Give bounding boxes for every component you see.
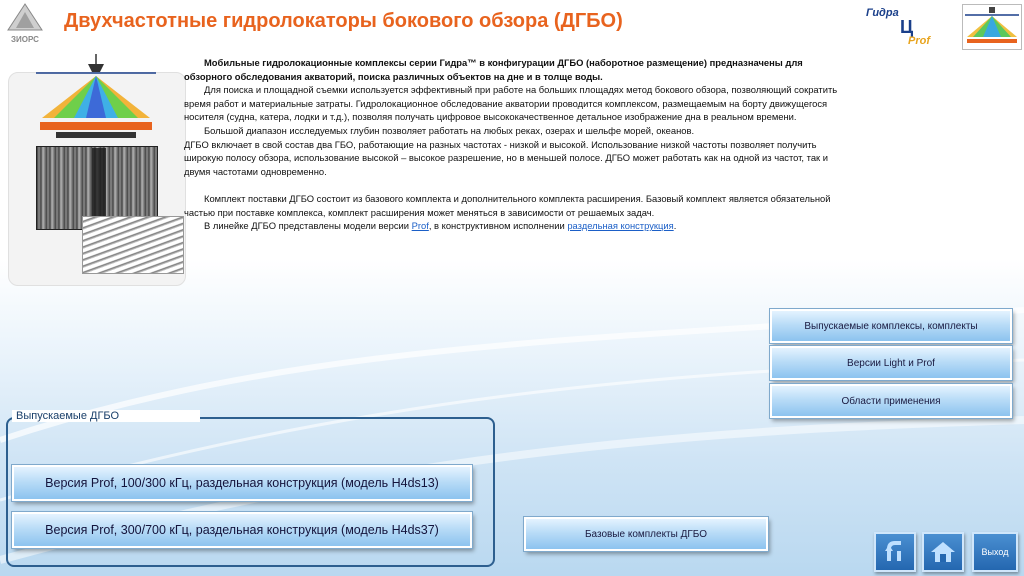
home-icon [929,539,957,565]
exit-label: Выход [981,547,1009,557]
description-text [184,56,844,233]
home-button[interactable] [922,532,964,572]
prof-version-link[interactable]: Prof [411,220,429,232]
application-areas-label: Области применения [841,395,941,407]
base-kits-button[interactable] [524,517,768,551]
svg-text:ЗИОРС: ЗИОРС [11,35,39,44]
model-h4ds13-button[interactable] [12,465,472,501]
model-h4ds37-button[interactable] [12,512,472,548]
model-h4ds37-label: Версия Prof, 300/700 кГц, раздельная конструкция (модель H4ds37) [45,523,439,537]
brand-logo-bottom: Prof [908,35,930,47]
models-end-text: . [673,220,677,232]
back-arrow-icon [882,539,908,565]
base-kits-label: Базовые комплекты ДГБО [584,528,708,540]
model-h4ds13-label: Версия Prof, 100/300 кГц, раздельная конструкция (модель H4ds13) [45,476,439,490]
light-prof-versions-button[interactable] [770,346,1012,380]
models-mid-text: , в конструктивном исполнении [428,220,565,232]
page-title: Двухчастотные гидролокаторы бокового обзора (ДГБО) [64,10,623,32]
description-paragraph-2: Для поиска и площадной съемки используется эффективный при работе на больших площадях метод бокового обзора, позволяющий сократить время работ и материальные затраты. Гидролокационное обследование акватории проводится комплексом, размещаемым на борту движущегося носителя (судна, катера, лодки и т.д.), позволяя получать цифровое высококачественное детальное изображение дна в реальном времени. [184,84,838,123]
brand-logo [862,3,954,49]
description-paragraph-6 [184,219,844,233]
brand-logo-mid: Ц [900,17,914,37]
description-paragraph-3: Большой диапазон исследуемых глубин позволяет работать на любых реках, озерах и шельфе морей, океанов. [204,124,695,136]
light-prof-versions-label: Версии Light и Prof [847,357,935,369]
separate-construction-link[interactable]: раздельная конструкция [567,220,674,232]
company-logo [2,2,48,46]
brand-logo-top: Гидра [866,7,899,19]
back-button[interactable] [874,532,916,572]
produced-systems-button[interactable] [770,309,1012,343]
sonar-diagram-thumbnail [962,4,1022,50]
produced-systems-label: Выпускаемые комплексы, комплекты [804,320,978,332]
models-intro-text: В линейке ДГБО представлены модели версии [204,220,410,232]
sonar-scan-detail-image [82,216,184,274]
produced-dgbo-group-label: Выпускаемые ДГБО [12,410,200,422]
description-paragraph-1: Мобильные гидролокационные комплексы серии Гидра™ в конфигурации ДГБО (наборотное размещение) предназначены для обзорного обследования акваторий, поиска различных объектов на дне и в толще воды. [184,57,803,82]
description-paragraph-4: ДГБО включает в свой состав два ГБО, работающие на разных частотах - низкой и высокой. Использование низкой частоты позволяет получить широкую полосу обзора, использование высокой – высокое разрешение, но в меньшей полосе. ДГБО может работать как на одной из частот, так и двумя частотами одновременно. [184,138,828,177]
sonar-coverage-diagram [36,54,156,144]
exit-button[interactable] [972,532,1018,572]
application-areas-button[interactable] [770,384,1012,418]
description-paragraph-5: Комплект поставки ДГБО состоит из базового комплекта и дополнительного комплекта расширения. Базовый комплект является обязательной частью при поставке комплекса, комплект расширения может меняться в зависимости от решаемых задач. [184,192,831,218]
